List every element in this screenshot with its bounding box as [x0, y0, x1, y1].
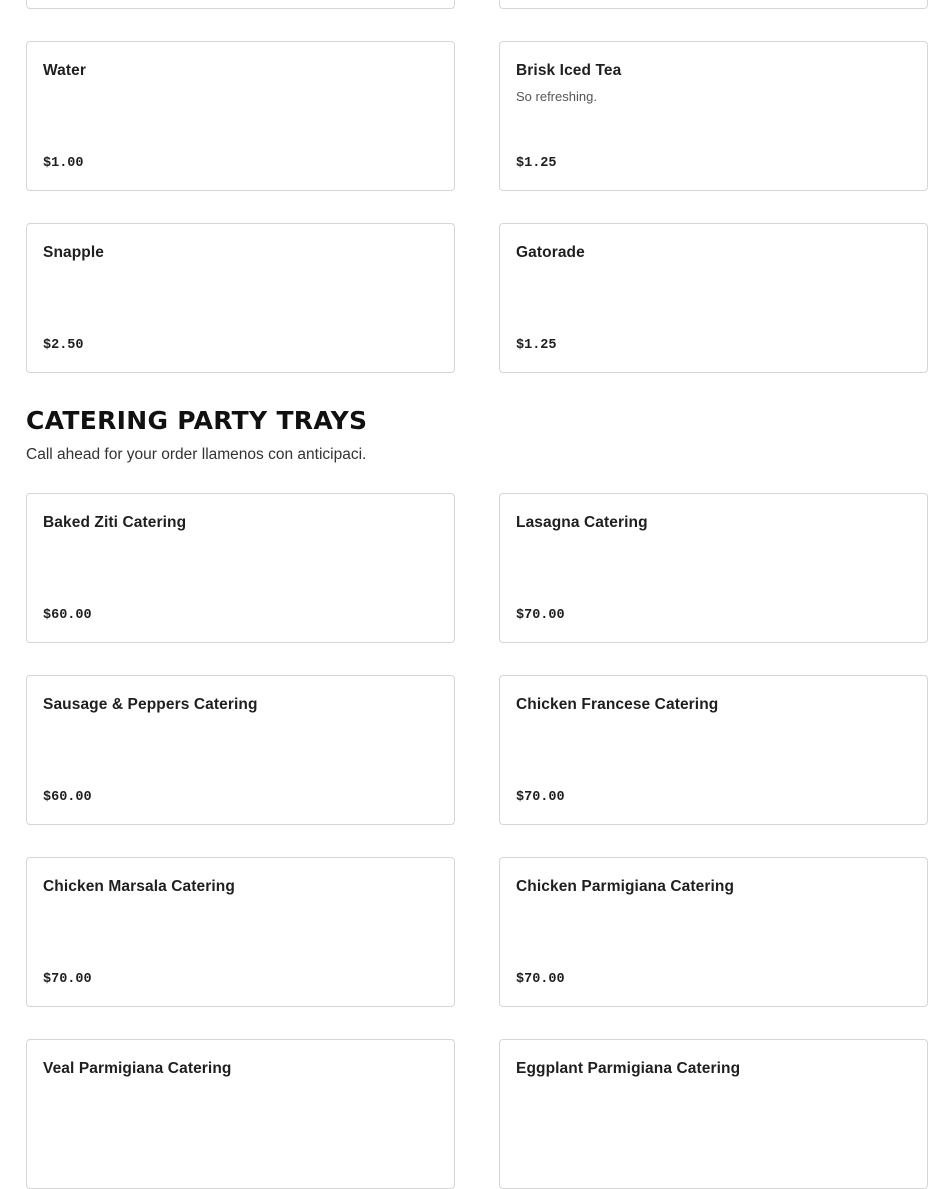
menu-item-price: $60.00: [43, 608, 92, 623]
menu-item-name: Water: [43, 62, 86, 79]
menu-item-card[interactable]: [499, 493, 928, 643]
menu-item-name: Brisk Iced Tea: [516, 62, 622, 79]
menu-item-name: Snapple: [43, 244, 104, 261]
menu-item-card[interactable]: [26, 675, 455, 825]
menu-item-price: $70.00: [43, 972, 92, 987]
menu-item-card[interactable]: [26, 857, 455, 1007]
menu-item-price: $60.00: [43, 790, 92, 805]
menu-item-card[interactable]: [499, 1039, 928, 1189]
beverages-section: [26, 41, 928, 373]
previous-row-partial: [26, 0, 928, 9]
menu-item-description: So refreshing.: [516, 89, 597, 104]
menu-item-card[interactable]: [499, 675, 928, 825]
menu-item-name: Chicken Parmigiana Catering: [516, 878, 735, 895]
menu-item-name: Sausage & Peppers Catering: [43, 696, 258, 713]
catering-items: [26, 493, 928, 1189]
menu-item-card[interactable]: [499, 857, 928, 1007]
menu-item-price: $1.25: [516, 338, 557, 353]
menu-item-card-partial[interactable]: [26, 0, 455, 9]
menu-item-price: $2.50: [43, 338, 84, 353]
menu-item-name: Gatorade: [516, 244, 585, 261]
menu-item-price: $1.25: [516, 156, 557, 171]
menu-item-name: Lasagna Catering: [516, 514, 648, 531]
menu-item-price: $1.00: [43, 156, 84, 171]
section-title: CATERING PARTY TRAYS: [26, 406, 368, 435]
menu-item-card[interactable]: [26, 41, 455, 191]
menu-item-price: $70.00: [516, 608, 565, 623]
menu-item-card[interactable]: [499, 223, 928, 373]
section-description: Call ahead for your order llamenos con anticipaci.: [26, 446, 367, 463]
menu-item-price: $70.00: [516, 790, 565, 805]
menu-item-card[interactable]: [499, 41, 928, 191]
menu-item-name: Chicken Francese Catering: [516, 696, 719, 713]
menu-item-card[interactable]: [26, 493, 455, 643]
menu-item-price: $70.00: [516, 972, 565, 987]
menu-item-card[interactable]: [26, 223, 455, 373]
menu-item-name: Eggplant Parmigiana Catering: [516, 1060, 741, 1077]
catering-header: [26, 406, 928, 464]
menu-item-card-partial[interactable]: [499, 0, 928, 9]
menu-item-name: Baked Ziti Catering: [43, 514, 187, 531]
menu-item-name: Chicken Marsala Catering: [43, 878, 235, 895]
menu-item-card[interactable]: [26, 1039, 455, 1189]
menu-item-name: Veal Parmigiana Catering: [43, 1060, 232, 1077]
